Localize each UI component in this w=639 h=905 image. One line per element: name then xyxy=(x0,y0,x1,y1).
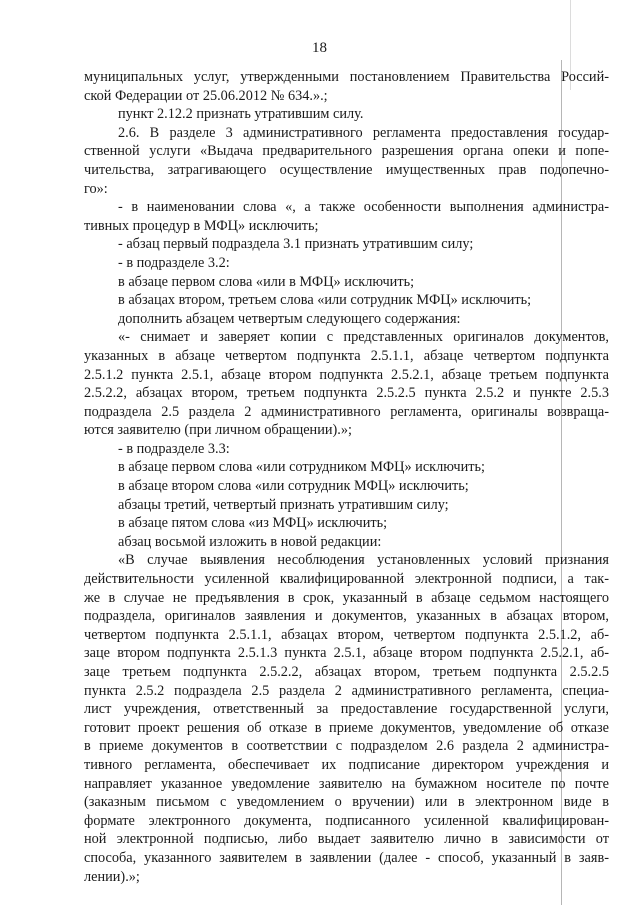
text-line: лист учреждения, ответственный за предоставление государственной услуги, xyxy=(84,701,609,718)
text-line: в абзацах втором, третьем слова «или сотрудник МФЦ» исключить; xyxy=(118,292,532,309)
text-line: подраздела, оригиналов заявления и документов, указанных в абзацах втором, xyxy=(84,608,609,625)
text-line: дополнить абзацем четвертым следующего содержания: xyxy=(118,310,461,327)
text-line: лении).»; xyxy=(84,868,140,885)
text-line: же в случае не предъявления в срок, указанный в абзаце седьмом настоящего xyxy=(84,589,609,606)
page-number: 18 xyxy=(312,40,327,56)
text-line: чительства, затрагивающего осуществление имущественных прав подопечно- xyxy=(84,161,609,178)
text-line: ной электронной подписью, либо выдает заявителю лично в зависимости от xyxy=(84,831,609,848)
text-line: - абзац первый подраздела 3.1 признать утратившим силу; xyxy=(118,236,474,253)
text-line: 2.5.2.2, абзацах втором, третьем подпункта 2.5.2.5 пункта 2.5.2 и пункте 2.5.3 xyxy=(84,385,609,402)
text-line: - в подразделе 3.2: xyxy=(118,254,230,271)
text-line: ственной услуги «Выдача предварительного разрешения органа опеки и попе- xyxy=(84,143,609,160)
text-line: ются заявителю (при личном обращении).»; xyxy=(84,422,352,439)
text-line: готовит проект решения об отказе в приеме документов, уведомление об отказе xyxy=(84,719,609,736)
text-line: указанных в абзаце четвертом подпункта 2.5.1.1, абзаце четвертом подпункта xyxy=(84,347,609,364)
text-line: 2.5.1.2 пункта 2.5.1, абзаце втором подпункта 2.5.2.1, абзаце третьем подпункта xyxy=(84,366,609,383)
text-line: муниципальных услуг, утвержденными постановлением Правительства Россий- xyxy=(84,69,609,85)
text-line: формате электронного документа, подписанного усиленной квалифицирован- xyxy=(84,812,609,829)
text-line: подраздела 2.5 раздела 2 административного регламента, оригиналы возвраща- xyxy=(84,403,609,420)
text-line: в приеме документов в соответствии с подразделом 2.6 раздела 2 администра- xyxy=(84,738,609,755)
text-line: в абзаце пятом слова «из МФЦ» исключить; xyxy=(118,515,388,532)
text-line: способа, указанного заявителем в заявлении (далее - способ, указанный в заяв- xyxy=(84,849,609,866)
text-line: абзацы третий, четвертый признать утратившим силу; xyxy=(118,496,449,513)
text-line: го»: xyxy=(84,180,108,197)
text-line: ской Федерации от 25.06.2012 № 634.».; xyxy=(84,87,328,104)
text-line: пункт 2.12.2 признать утратившим силу. xyxy=(118,106,364,123)
text-line: тивных процедур в МФЦ» исключить; xyxy=(84,217,319,234)
text-line: заце третьем подпункта 2.5.2.2, абзацах втором, третьем подпункта 2.5.2.5 xyxy=(84,664,609,680)
text-line: тивного регламента, обеспечивает их подписание директором учреждения и xyxy=(84,756,609,773)
text-line: абзац восьмой изложить в новой редакции: xyxy=(118,533,382,550)
text-line: четвертом подпункта 2.5.1.1, абзацах втором, четвертом подпункта 2.5.1.2, аб- xyxy=(84,626,609,643)
text-line: 2.6. В разделе 3 административного регламента предоставления государ- xyxy=(118,124,609,141)
text-line: - в подразделе 3.3: xyxy=(118,440,230,457)
text-line: в абзаце первом слова «или сотрудником МФЦ» исключить; xyxy=(118,459,485,476)
document-body xyxy=(84,68,609,886)
text-line: - в наименовании слова «, а также особенности выполнения администра- xyxy=(118,199,609,216)
text-line: действительности усиленной квалифицированной электронной подписи, а так- xyxy=(84,571,609,588)
text-line: «В случае выявления несоблюдения установленных условий признания xyxy=(118,552,609,569)
text-line: заце втором подпункта 2.5.1.3 пункта 2.5.1, абзаце втором подпункта 2.5.2.1, аб- xyxy=(84,645,609,662)
text-line: пункта 2.5.2 подраздела 2.5 раздела 2 административного регламента, специа- xyxy=(84,682,609,699)
text-line: в абзаце первом слова «или в МФЦ» исключить; xyxy=(118,273,415,290)
text-line: «- снимает и заверяет копии с представленных оригиналов документов, xyxy=(118,329,609,346)
text-line: направляет указанное уведомление заявителю на бумажном носителе по почте xyxy=(84,775,609,792)
text-line: (заказным письмом с уведомлением о вручении) или в электронном виде в xyxy=(84,794,609,811)
text-line: в абзаце втором слова «или сотрудник МФЦ» исключить; xyxy=(118,478,469,495)
